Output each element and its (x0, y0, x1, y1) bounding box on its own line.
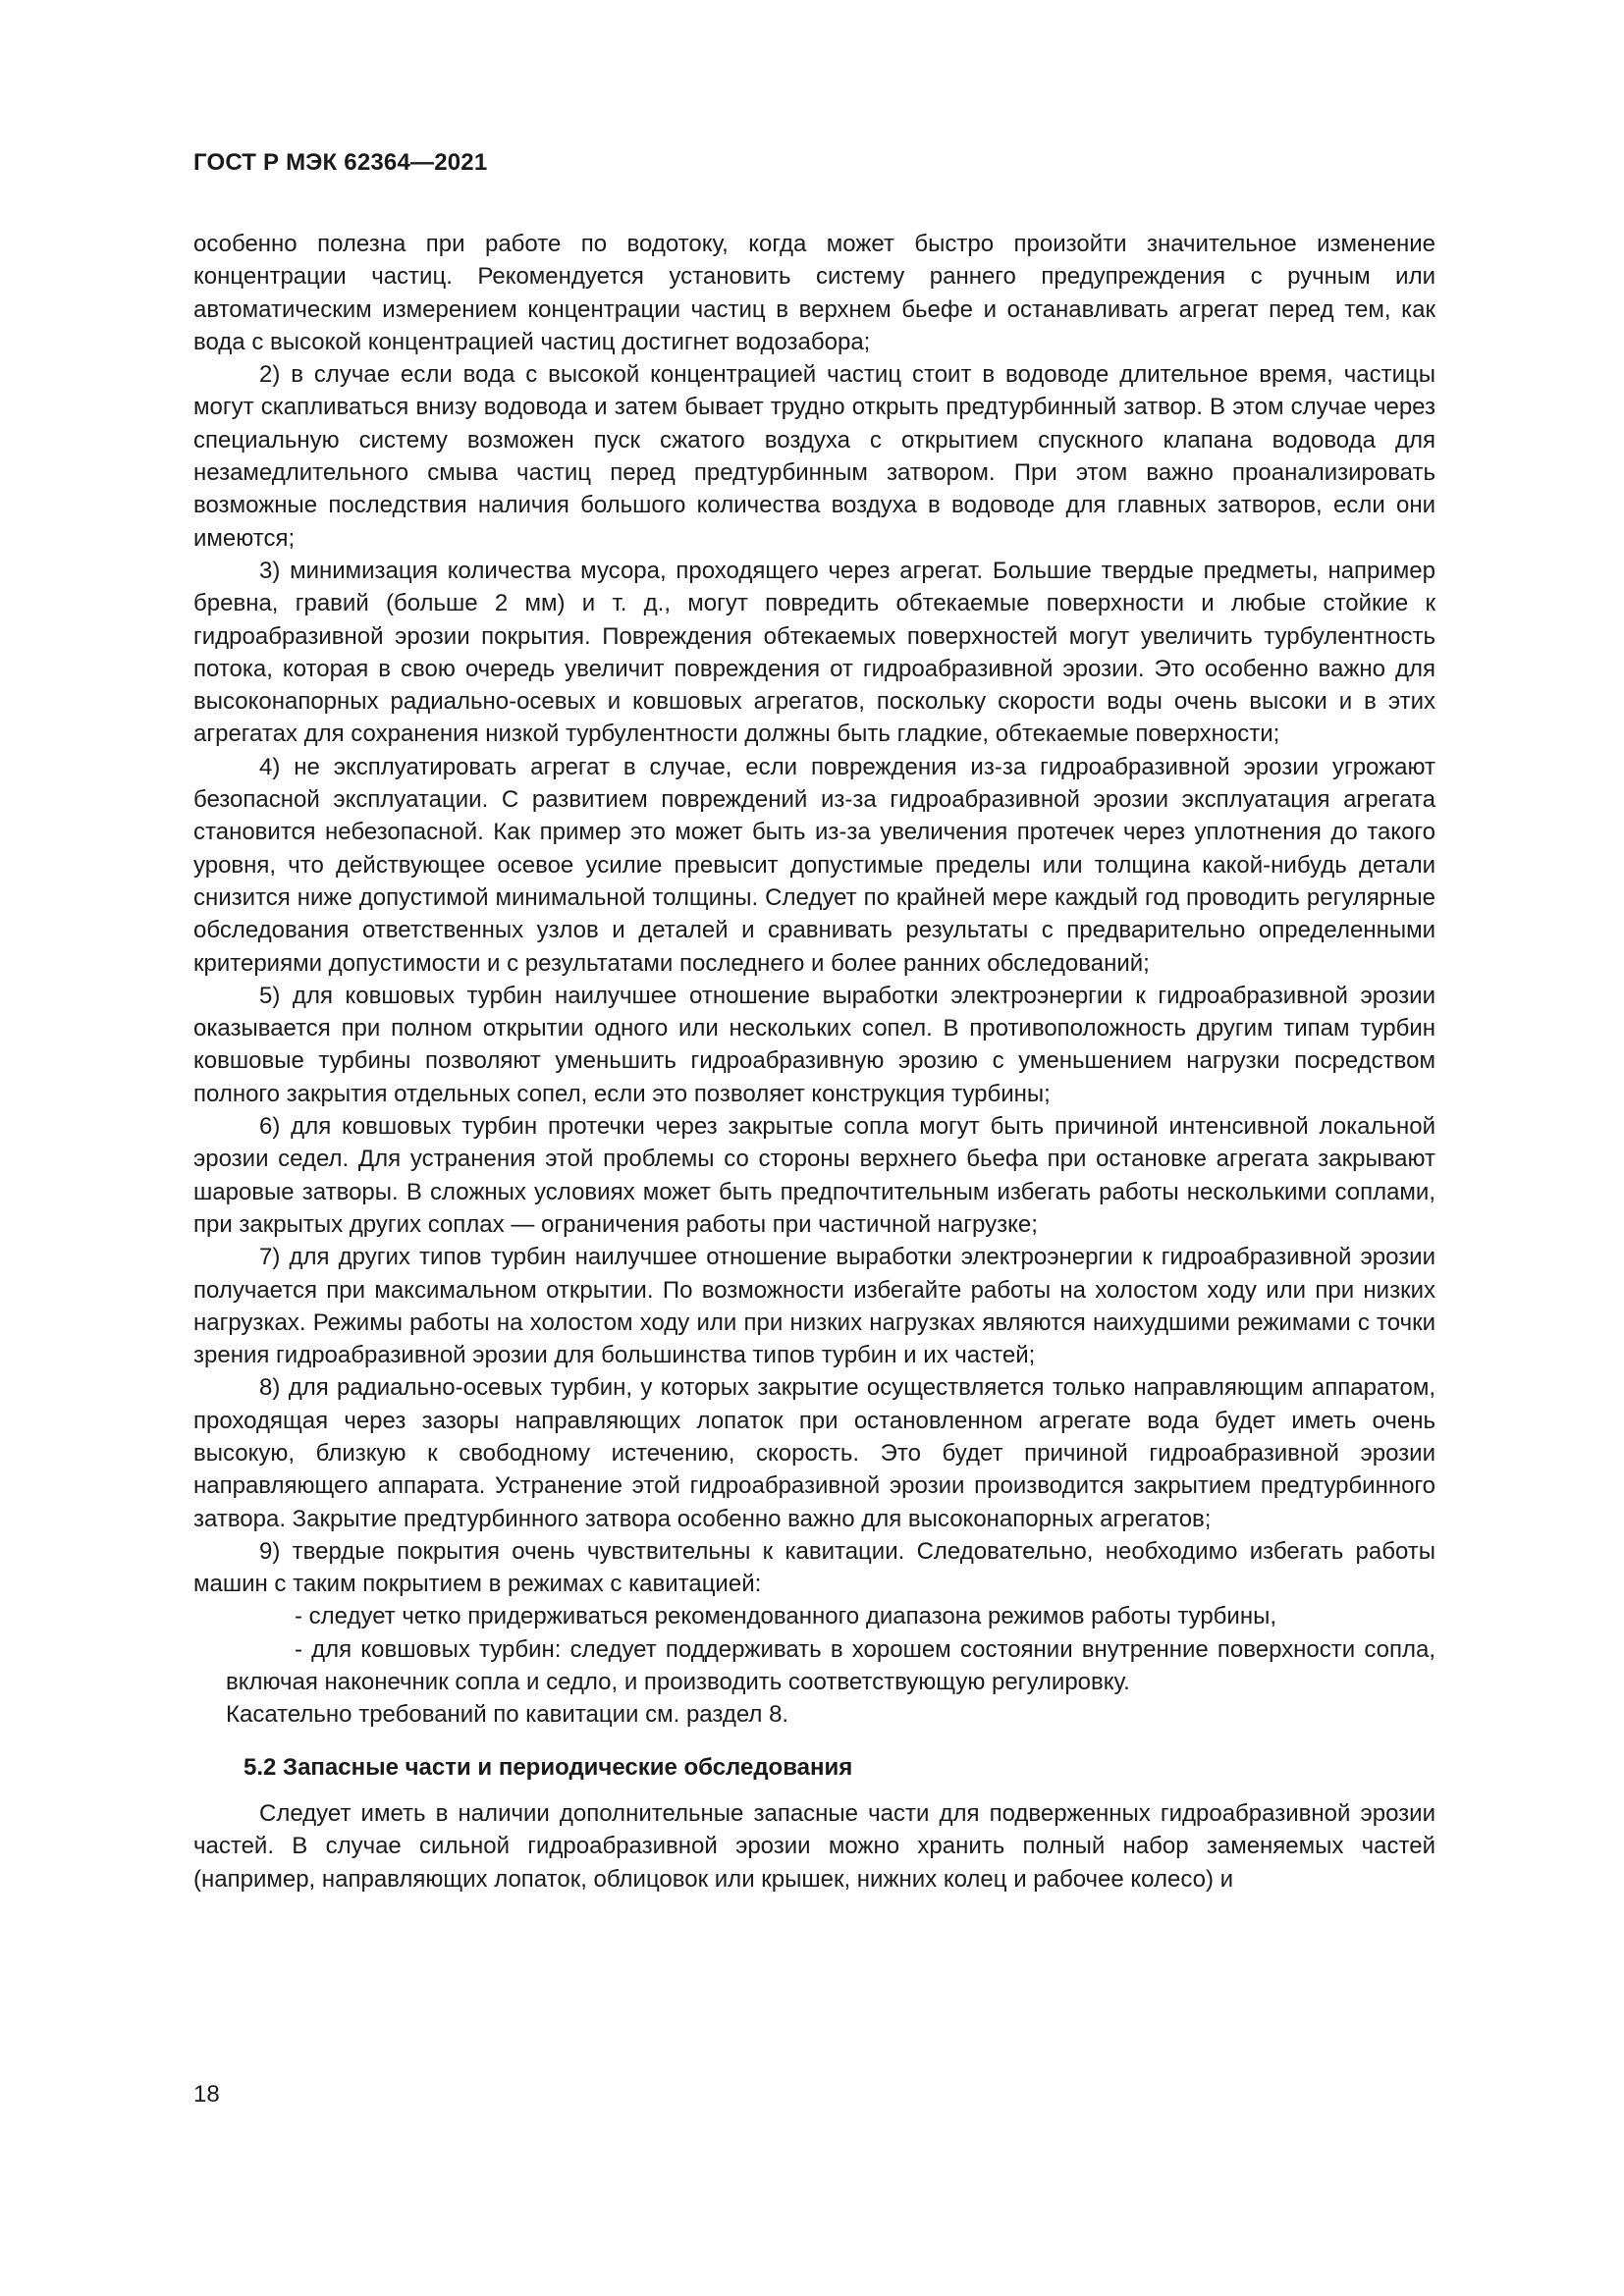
list-item-2: 2) в случае если вода с высокой концентрацией частиц стоит в водоводе длительное время, частицы могут скапливаться внизу водовода и затем бывает трудно открыть предтурбинный затвор. В этом случае через специальную систему возможен пуск сжатого воздуха с открытием спускного клапана водовода для незамедлительного смыва частиц перед предтурбинным затвором. При этом важно проанализировать возможные последствия наличия большого количества воздуха в водоводе для главных затворов, если они имеются; (193, 361, 1435, 552)
document-header: ГОСТ Р МЭК 62364—2021 (193, 149, 488, 176)
paragraph-continuation: особенно полезна при работе по водотоку, когда может быстро произойти значительное изменение концентрации частиц. Рекомендуется установить систему раннего предупреждения с ручным или автоматическим измерением концентрации частиц в верхнем бьефе и останавливать агрегат перед тем, как вода с высокой концентрацией частиц достигнет водозабора; (193, 231, 1435, 355)
page-number: 18 (193, 2081, 220, 2108)
dash-item-1: - следует четко придерживаться рекомендованного диапазона режимов работы турбины, (295, 1603, 1276, 1630)
list-item-6: 6) для ковшовых турбин протечки через закрытые сопла могут быть причиной интенсивной локальной эрозии седел. Для устранения этой проблемы со стороны верхнего бьефа при остановке агрегата закрывают шаровые затворы. В сложных условиях может быть предпочтительным избегать работы несколькими соплами, при закрытых других соплах — ограничения работы при частичной нагрузке; (193, 1113, 1435, 1238)
list-item-8: 8) для радиально-осевых турбин, у которых закрытие осуществляется только направляющим аппаратом, проходящая через зазоры направляющих лопаток при остановленном агрегате вода будет иметь очень высокую, близкую к свободному истечению, скорость. Это будет причиной гидроабразивной эрозии направляющего аппарата. Устранение этой гидроабразивной эрозии производится закрытием предтурбинного затвора. Закрытие предтурбинного затвора особенно важно для высоконапорных агрегатов; (193, 1374, 1435, 1532)
cavitation-reference: Касательно требований по кавитации см. раздел 8. (226, 1701, 789, 1729)
list-item-5: 5) для ковшовых турбин наилучшее отношение выработки электроэнергии к гидроабразивной эрозии оказывается при полном открытии одного или нескольких сопел. В противоположность другим типам турбин ковшовые турбины позволяют уменьшить гидроабразивную эрозию с уменьшением нагрузки посредством полного закрытия отдельных сопел, если это позволяет конструкция турбины; (193, 982, 1435, 1107)
list-item-9: 9) твердые покрытия очень чувствительны к кавитации. Следовательно, необходимо избегать работы машин с таким покрытием в режимах с кавитацией: (193, 1537, 1435, 1598)
dash-item-2: - для ковшовых турбин: следует поддерживать в хорошем состоянии внутренние поверхности сопла, включая наконечник сопла и седло, и производить соответствующую регулировку. (226, 1635, 1435, 1696)
section-heading: 5.2 Запасные части и периодические обследования (244, 1753, 853, 1781)
section-paragraph: Следует иметь в наличии дополнительные запасные части для подверженных гидроабразивной эрозии частей. В случае сильной гидроабразивной эрозии можно хранить полный набор заменяемых частей (например, направляющих лопаток, облицовок или крышек, нижних колец и рабочее колесо) и (193, 1799, 1435, 1893)
list-item-7: 7) для других типов турбин наилучшее отношение выработки электроэнергии к гидроабразивной эрозии получается при максимальном открытии. По возможности избегайте работы на холостом ходу или при низких нагрузках. Режимы работы на холостом ходу или при низких нагрузках являются наихудшими режимами с точки зрения гидроабразивной эрозии для большинства типов турбин и их частей; (193, 1244, 1435, 1369)
document-body (193, 228, 1435, 1896)
list-item-4: 4) не эксплуатировать агрегат в случае, если повреждения из-за гидроабразивной эрозии угрожают безопасной эксплуатации. С развитием повреждений из-за гидроабразивной эрозии эксплуатация агрегата становится небезопасной. Как пример это может быть из-за увеличения протечек через уплотнения до такого уровня, что действующее осевое усилие превысит допустимые пределы или толщина какой-нибудь детали снизится ниже допустимой минимальной толщины. Следует по крайней мере каждый год проводить регулярные обследования ответственных узлов и деталей и сравнивать результаты с предварительно определенными критериями допустимости и с результатами последнего и более ранних обследований; (193, 753, 1435, 977)
list-item-3: 3) минимизация количества мусора, проходящего через агрегат. Большие твердые предметы, например бревна, гравий (больше 2 мм) и т. д., могут повредить обтекаемые поверхности и любые стойкие к гидроабразивной эрозии покрытия. Повреждения обтекаемых поверхностей могут увеличить турбулентность потока, которая в свою очередь увеличит повреждения от гидроабразивной эрозии. Это особенно важно для высоконапорных радиально-осевых и ковшовых агрегатов, поскольку скорости воды очень высоки и в этих агрегатах для сохранения низкой турбулентности должны быть гладкие, обтекаемые поверхности; (193, 557, 1435, 748)
